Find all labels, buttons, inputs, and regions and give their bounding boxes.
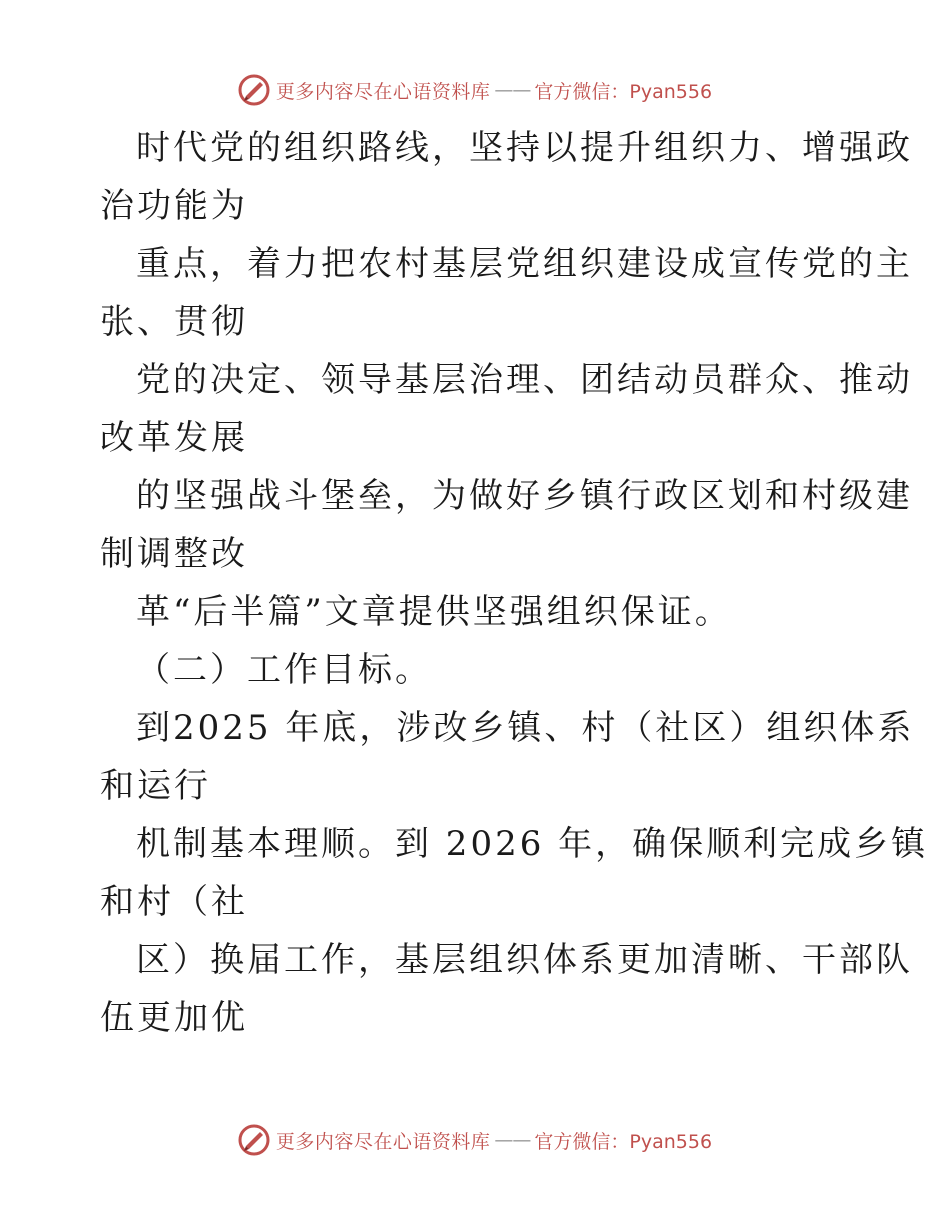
- watermark-wechat: 官方微信：Pyan556: [534, 1130, 713, 1153]
- text-line: 时代党的组织路线，坚持以提升组织力、增强政: [136, 128, 913, 168]
- text-line: 治功能为: [100, 186, 248, 226]
- text-line: 到2025 年底，涉改乡镇、村（社区）组织体系: [136, 708, 915, 748]
- watermark-text: 更多内容尽在心语资料库: [275, 80, 491, 103]
- section-heading: （二）工作目标。: [136, 650, 432, 690]
- text-line: 重点，着力把农村基层党组织建设成宣传党的主: [136, 244, 913, 284]
- text-line: 机制基本理顺。到 2026 年，确保顺利完成乡镇: [136, 824, 929, 864]
- text-line: 党的决定、领导基层治理、团结动员群众、推动: [136, 360, 913, 400]
- watermark-separator: ——: [494, 1129, 531, 1151]
- text-line: 和村（社: [100, 882, 248, 922]
- text-line: 制调整改: [100, 534, 248, 574]
- text-line: 张、贯彻: [100, 302, 248, 342]
- watermark-text: 更多内容尽在心语资料库: [275, 1130, 491, 1153]
- text-line: 革“后半篇”文章提供坚强组织保证。: [136, 592, 732, 632]
- pen-logo-icon: [238, 1124, 270, 1156]
- pen-logo-icon: [238, 74, 270, 106]
- text-line: 的坚强战斗堡垒，为做好乡镇行政区划和村级建: [136, 476, 913, 516]
- text-line: 改革发展: [100, 418, 248, 458]
- text-line: 区）换届工作，基层组织体系更加清晰、干部队: [136, 940, 913, 980]
- header-watermark: [0, 70, 950, 110]
- watermark-wechat: 官方微信：Pyan556: [534, 80, 713, 103]
- watermark-separator: ——: [494, 79, 531, 101]
- text-line: 伍更加优: [100, 998, 248, 1038]
- text-line: 和运行: [100, 766, 211, 806]
- footer-watermark: [0, 1120, 950, 1160]
